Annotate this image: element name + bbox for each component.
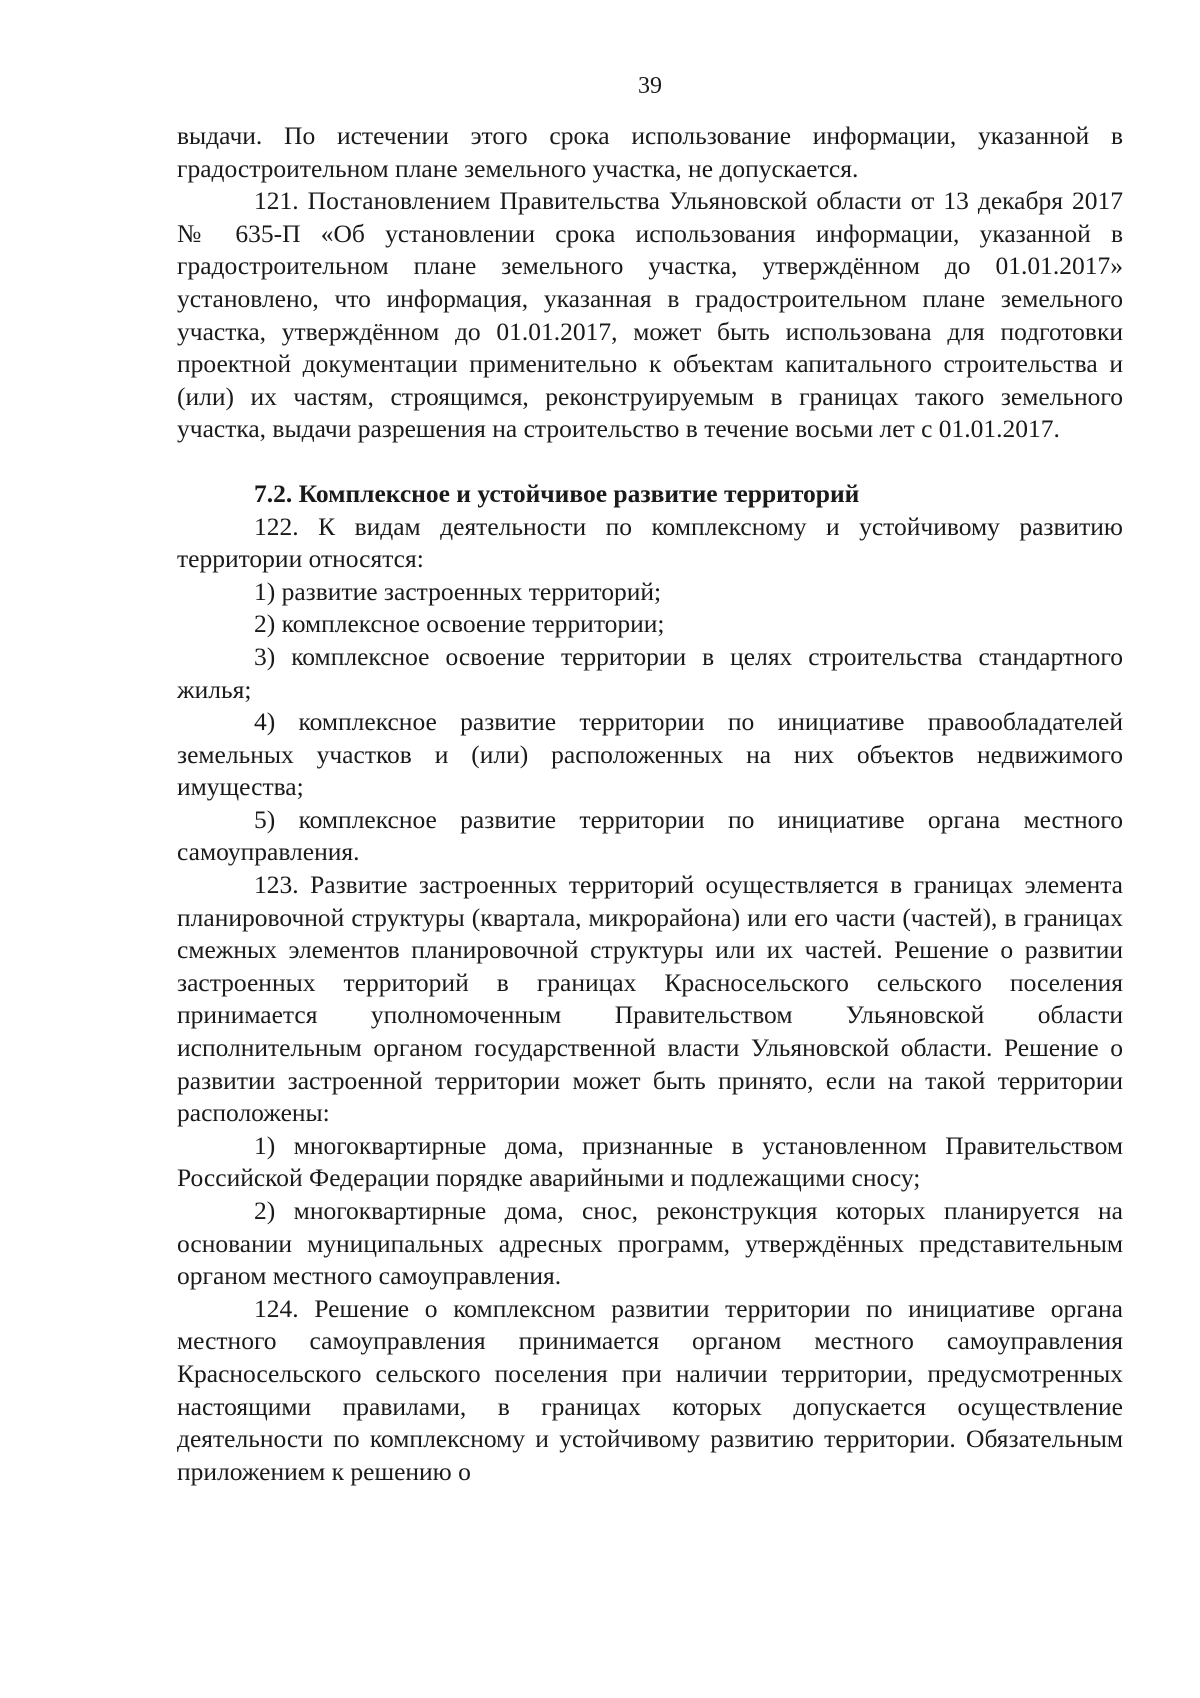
list-item: 1) многоквартирные дома, признанные в установленном Правительством Российской Федерации порядке аварийными и подлежащими сносу; [177, 1130, 1123, 1193]
list-item: 5) комплексное развитие территории по инициативе органа местного самоуправления. [177, 804, 1123, 867]
page-number: 39 [638, 73, 662, 99]
list-item: 3) комплексное освоение территории в целях строительства стандартного жилья; [177, 641, 1123, 704]
paragraph-124: 124. Решение о комплексном развитии территории по инициативе органа местного самоуправления принимается органом местного самоуправления Красносельского сельского поселения при наличии территории, предусмотренных настоящими правилами, в границах которых допускается осуществление деятельности по комплексному и устойчивому развитию территории. Обязательным приложением к решению о [177, 1293, 1123, 1486]
section-heading: 7.2. Комплексное и устойчивое развитие территорий [254, 478, 860, 508]
list-item: 2) комплексное освоение территории; [254, 609, 665, 639]
paragraph-123: 123. Развитие застроенных территорий осуществляется в границах элемента планировочной структуры (квартала, микрорайона) или его части (частей), в границах смежных элементов планировочной структуры или их частей. Решение о развитии застроенных территорий в границах Красносельского сельского поселения принимается уполномоченным Правительством Ульяновской области исполнительным органом государственной власти Ульяновской области. Решение о развитии застроенной территории может быть принято, если на такой территории расположены: [177, 870, 1123, 1128]
paragraph-122: 122. К видам деятельности по комплексному и устойчивому развитию территории относятся: [177, 511, 1123, 574]
list-item: 1) развитие застроенных территорий; [254, 576, 662, 606]
document-body [177, 120, 1123, 1488]
paragraph-121: 121. Постановлением Правительства Ульяновской области от 13 декабря 2017 № 635-П «Об установлении срока использования информации, указанной в градостроительном плане земельного участка, утверждённом до 01.01.2017» установлено, что информация, указанная в градостроительном плане земельного участка, утверждённом до 01.01.2017, может быть использована для подготовки проектной документации применительно к объектам капитального строительства и (или) их частям, строящимся, реконструируемым в границах такого земельного участка, выдачи разрешения на строительство в течение восьми лет с 01.01.2017. [177, 186, 1123, 444]
list-item: 2) многоквартирные дома, снос, реконструкция которых планируется на основании муниципальных адресных программ, утверждённых представительным органом местного самоуправления. [177, 1196, 1123, 1291]
list-item: 4) комплексное развитие территории по инициативе правообладателей земельных участков и (или) расположенных на них объектов недвижимого имущества; [177, 707, 1123, 802]
paragraph-continuation: выдачи. По истечении этого срока использование информации, указанной в градостроительном плане земельного участка, не допускается. [177, 121, 1123, 183]
